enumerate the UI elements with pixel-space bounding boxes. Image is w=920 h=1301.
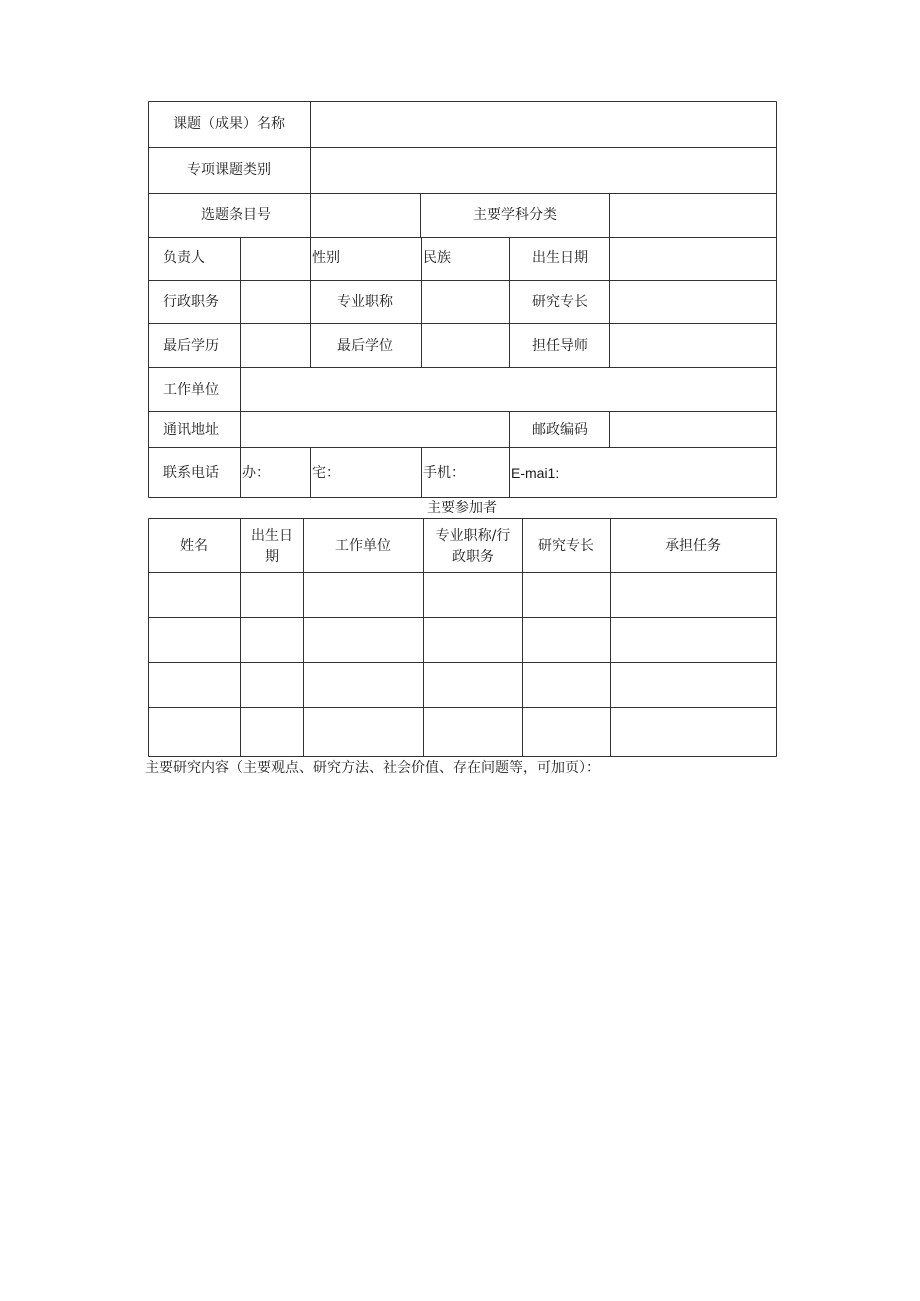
header-workplace: 工作单位 bbox=[335, 538, 391, 554]
label-leader: 负责人 bbox=[163, 250, 205, 266]
label-education: 最后学历 bbox=[163, 338, 219, 354]
label-expertise: 研究专长 bbox=[532, 294, 588, 310]
header-title-post-line2: 政职务 bbox=[452, 549, 494, 565]
label-admin-post: 行政职务 bbox=[163, 294, 219, 310]
research-content-note: 主要研究内容（主要观点、研究方法、社会价值、存在问题等，可加页）： bbox=[145, 760, 600, 776]
header-name: 姓名 bbox=[180, 538, 208, 554]
label-birth-date: 出生日期 bbox=[532, 250, 588, 266]
label-email: E-mai1: bbox=[511, 465, 560, 481]
label-ethnicity: 民族 bbox=[423, 250, 451, 266]
label-project-category: 专项课题类别 bbox=[187, 162, 271, 178]
label-gender: 性别 bbox=[312, 250, 340, 266]
label-degree: 最后学位 bbox=[337, 338, 393, 354]
label-project-title: 课题（成果）名称 bbox=[173, 116, 285, 132]
label-supervisor: 担任导师 bbox=[532, 338, 588, 354]
label-postcode: 邮政编码 bbox=[532, 422, 588, 438]
label-mobile: 手机： bbox=[423, 465, 465, 481]
header-task: 承担任务 bbox=[665, 538, 721, 554]
header-birth-date-line1: 出生日 bbox=[251, 528, 293, 544]
header-title-post-line1: 专业职称/行 bbox=[435, 528, 511, 544]
label-discipline: 主要学科分类 bbox=[473, 207, 557, 223]
label-topic-number: 选题条目号 bbox=[201, 207, 271, 223]
header-birth-date bbox=[251, 526, 293, 568]
label-phone: 联系电话 bbox=[163, 465, 219, 481]
header-expertise: 研究专长 bbox=[538, 538, 594, 554]
participants-caption: 主要参加者 bbox=[427, 500, 497, 516]
label-prof-title: 专业职称 bbox=[337, 294, 393, 310]
label-home-phone: 宅： bbox=[312, 465, 340, 481]
header-title-post bbox=[436, 526, 511, 568]
label-office-phone: 办： bbox=[242, 465, 270, 481]
header-birth-date-line2: 期 bbox=[265, 549, 279, 565]
label-workplace: 工作单位 bbox=[163, 382, 219, 398]
label-address: 通讯地址 bbox=[163, 422, 219, 438]
